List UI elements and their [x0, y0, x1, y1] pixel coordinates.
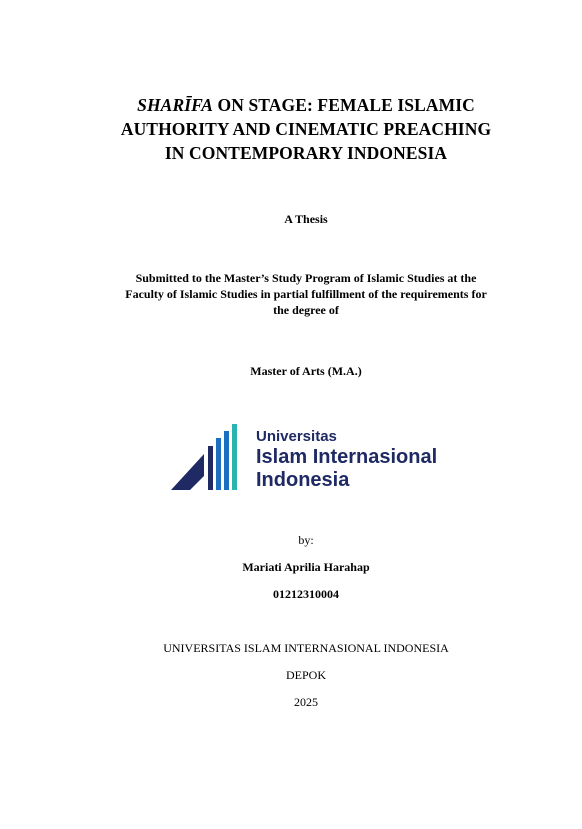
title-line-1-rest: ON STAGE: FEMALE ISLAMIC [213, 95, 475, 115]
title-line-2: AUTHORITY AND CINEMATIC PREACHING [120, 119, 492, 139]
institution-name: UNIVERSITAS ISLAM INTERNASIONAL INDONESIA [163, 641, 449, 655]
city-name: DEPOK [285, 668, 326, 682]
logo-bar-4 [232, 424, 237, 490]
degree-name: Master of Arts (M.A.) [250, 364, 362, 378]
logo-text-line-2: Islam Internasional [256, 446, 438, 468]
submission-line-2: Faculty of Islamic Studies in partial fulfillment of the requirements for [125, 287, 487, 301]
logo-bar-3 [224, 431, 229, 490]
submission-year: 2025 [294, 695, 318, 709]
logo-bar-1 [208, 446, 213, 490]
submission-statement [0, 270, 582, 318]
university-logo-wordmark [256, 424, 437, 492]
thesis-title [0, 93, 582, 165]
thesis-label: A Thesis [284, 212, 328, 226]
logo-bar-2 [216, 438, 221, 490]
title-line-3: IN CONTEMPORARY INDONESIA [164, 143, 448, 163]
logo-text-line-3: Indonesia [256, 469, 350, 491]
university-logo-mark-icon [171, 424, 243, 492]
logo-text-line-1: Universitas [256, 428, 337, 445]
title-line-1 [0, 93, 582, 117]
author-name: Mariati Aprilia Harahap [242, 560, 370, 574]
submission-line-3: the degree of [273, 303, 339, 317]
submission-line-1: Submitted to the Master’s Study Program of Islamic Studies at the [135, 271, 477, 285]
student-id: 01212310004 [273, 587, 339, 601]
university-logo [171, 424, 451, 492]
by-label: by: [298, 533, 314, 547]
title-italic-word: SHARĪFA [137, 95, 214, 115]
